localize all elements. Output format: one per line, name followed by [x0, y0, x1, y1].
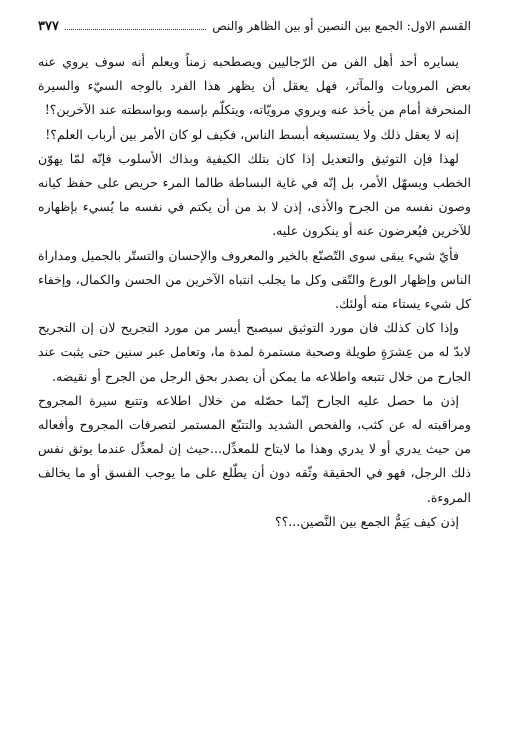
paragraph: لهذا فإن التوثيق والتعديل إذا كان بتلك الكيفية وبذاك الأسلوب فإنّه لمّا يهوّن الخطب ويسهّل الأمر، بل إنّه في غاية البساطة طالما المرء حريص على حفظ كيانه وصون نفسه من الجرح والأذى، إذن لا بد من أن يكتم في نفسه ما يُسيء بإظهاره للآخرين فيُعرضون عنه أو ينكرون عليه. — [38, 150, 471, 239]
paragraph: إنه لا يعقل ذلك ولا يستسيغه أبسط الناس، فكيف لو كان الأمر بين أرباب العلم؟! — [45, 126, 459, 142]
paragraph: فأيّ شيء يبقى سوى التّصنّع بالخير والمعروف والإحسان والتستّر بالجميل ومداراة الناس وإظهار الورع والتّقى وكل ما يجلب انتباه الآخرين من الحسن والكمال، وإخفاء كل شيء يستاء منه أولئك. — [38, 247, 471, 312]
page-number: ٣٧٧ — [38, 19, 59, 34]
chapter-title: القسم الاول: الجمع بين النصين أو بين الظاهر والنص — [212, 19, 471, 33]
body-text — [38, 50, 471, 534]
closing-question: إذن كيف يَتِمُّ الجمع بين النَّصين...؟؟ — [274, 513, 459, 529]
leader-dots — [65, 28, 206, 30]
paragraph: وإذا كان كذلك فان مورد التوثيق سيصبح أيسر من مورد التجريح لان إن التجريح لابدّ له من عِشرَةٍ طويلة وصحبة مستمرة لمدة ما، وتعامل عبر سنين حتى يثبت عند الجارح من خلال تتبعه واطلاعه ما يمكن أن يصدر بحق الرجل من الجرح أو نقيضه. — [38, 320, 471, 384]
paragraph: إذن ما حصل عليه الجارح إنّما حصّله من خلال اطلاعه وتتبع سيرة المجروح ومراقبته له عن كثب، والفحص الشديد والتتبّع المستمر لتصرفات المجروح وأفعاله من حيث يدري أو لا يدري وهذا ما لايتاح للمعدِّل...حيث إن لمعدِّل عندما يوثق نفس ذلك الرجل، فهو في الحقيقة وثّقه دون أن يطّلع على ما يوجب الفسق أو ما يخالف المروءة. — [38, 392, 471, 505]
paragraph: يسايره أحد أهل الفن من الرّجاليين ويصطحبه زمناً ويعلم أنه سوف يروي عنه بعض المرويات والمآثر، فهل يعقل أن يظهر هذا الفرد بالوجه السيّء والسيرة المنحرفة أمام من يأخذ عنه ويروي مرويّاته، ويتكلّم بإسمه وبواسطته عند الآخرين؟! — [38, 54, 471, 118]
running-header — [38, 18, 471, 35]
